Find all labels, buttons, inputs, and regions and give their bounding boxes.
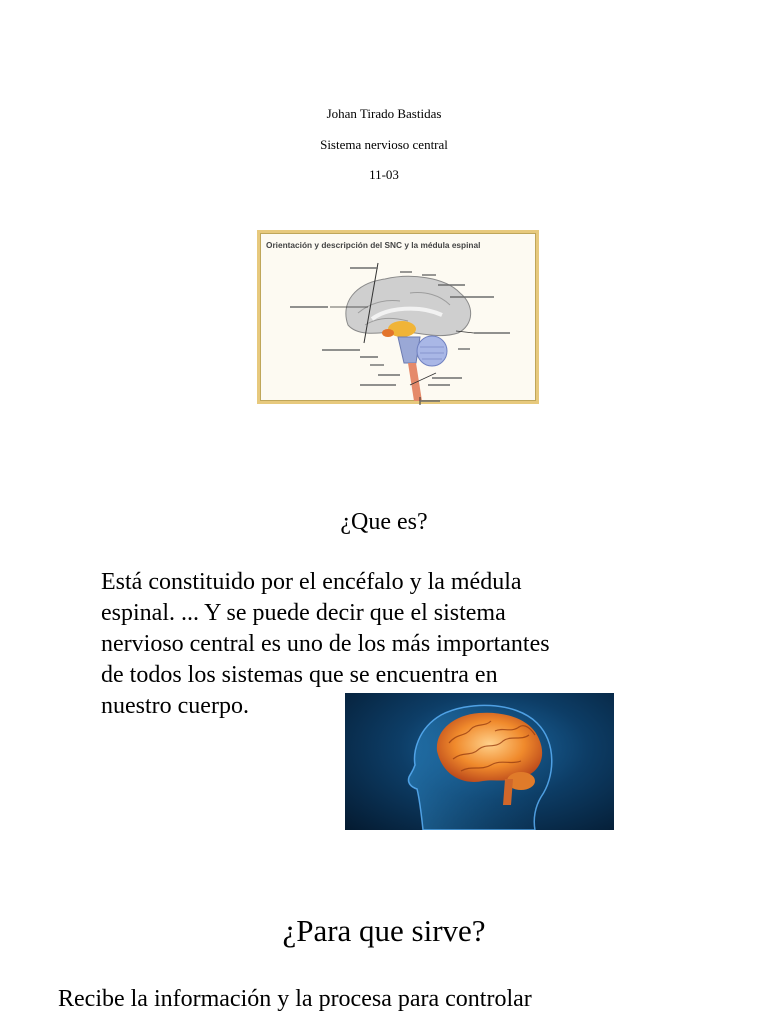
cns-diagram-figure (257, 230, 539, 404)
diagram-title: Orientación y descripción del SNC y la médula espinal (266, 240, 481, 250)
cover-author: Johan Tirado Bastidas (326, 106, 442, 121)
cover-code: 11-03 (369, 167, 399, 182)
paragraph-line: espinal. ... Y se puede decir que el sistema (101, 600, 506, 626)
section-paragraph-para-que-sirve (58, 984, 738, 1015)
section-heading-que-es: ¿Que es? (340, 509, 428, 535)
brain-diagram-illustration (260, 233, 542, 407)
paragraph-line: nuestro cuerpo. (101, 693, 249, 719)
cover-subject: Sistema nervioso central (320, 137, 448, 152)
paragraph-line: nervioso central es uno de los más importantes (101, 631, 550, 657)
paragraph-line: de todos los sistemas que se encuentra en (101, 662, 498, 688)
paragraph-line: Está constituido por el encéfalo y la médula (101, 569, 522, 595)
brain-head-photo (345, 693, 614, 830)
section-heading-para-que-sirve: ¿Para que sirve? (282, 913, 486, 948)
paragraph-line: Recibe la información y la procesa para controlar (58, 986, 532, 1012)
brain-head-illustration (345, 693, 614, 830)
